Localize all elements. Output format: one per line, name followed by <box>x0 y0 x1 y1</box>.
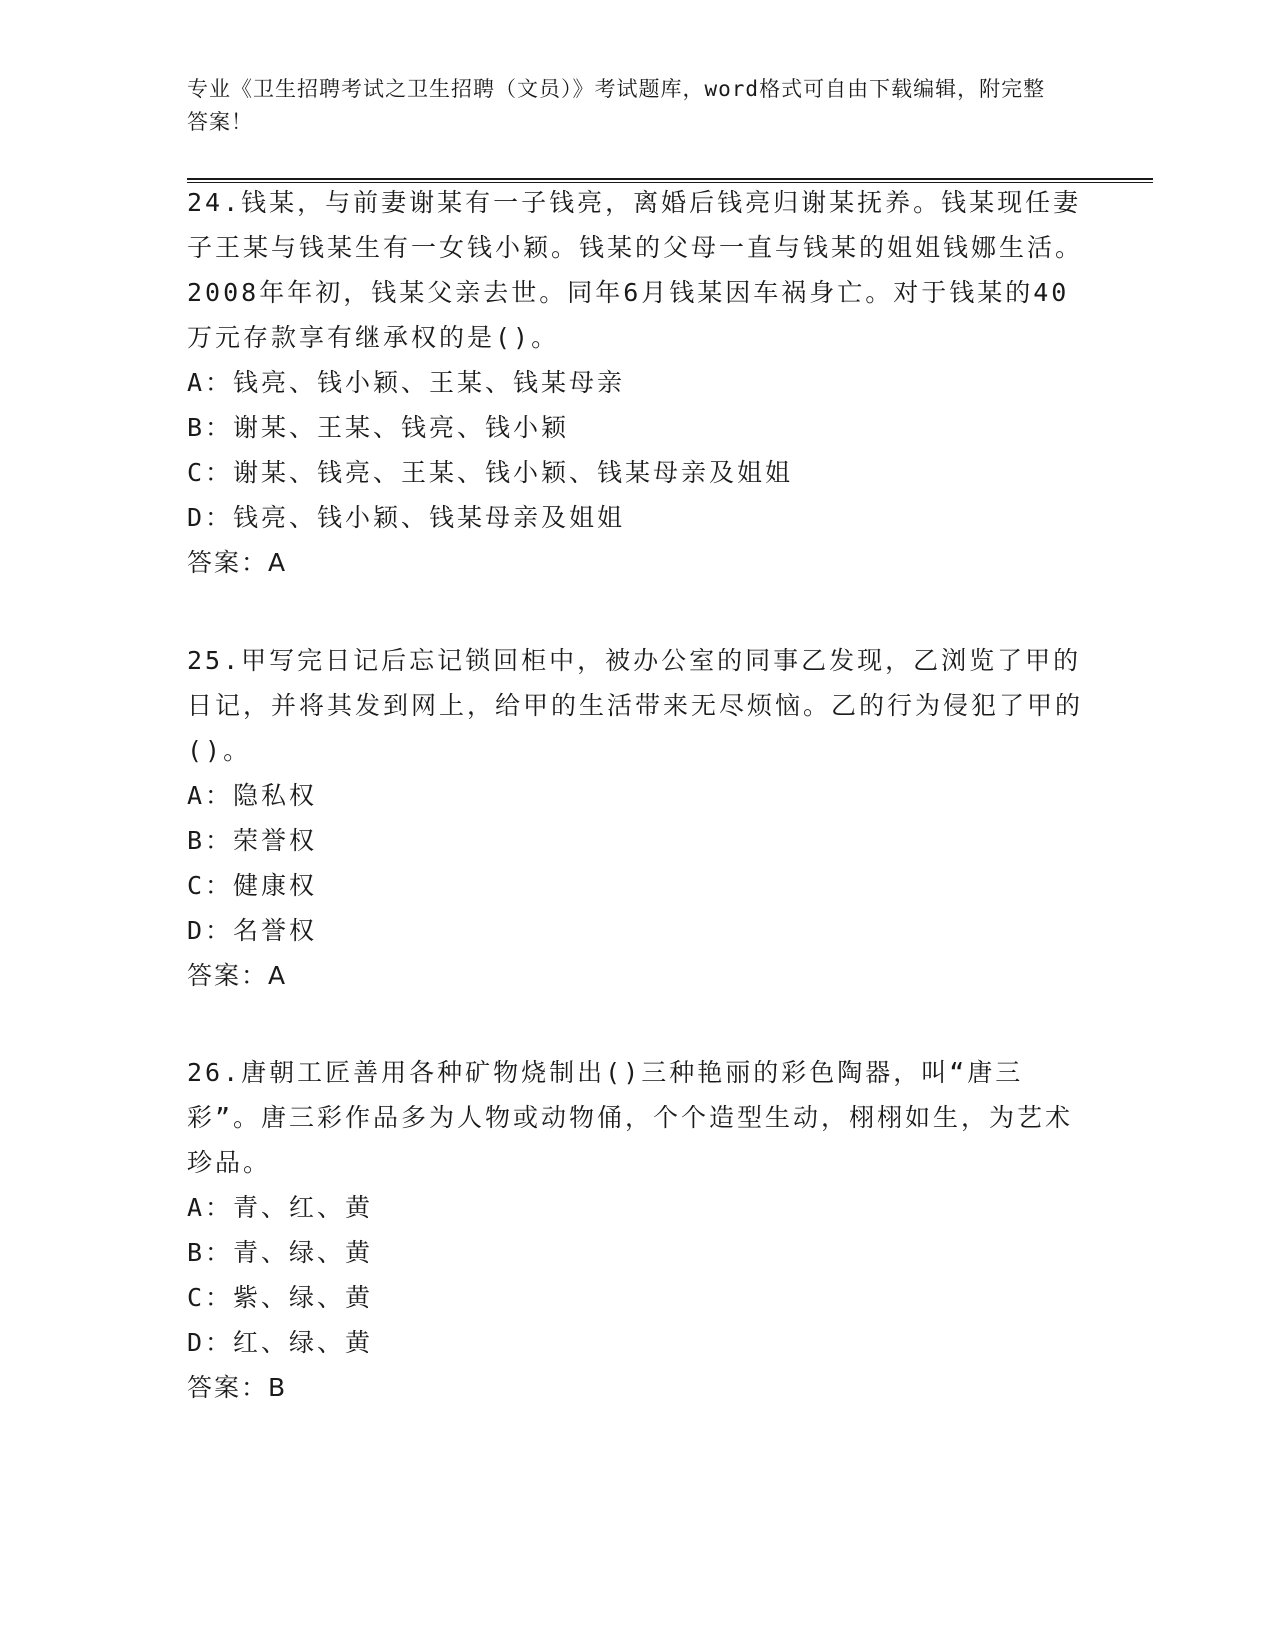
option-d: D：红、绿、黄 <box>187 1328 374 1357</box>
question-stem: 25.甲写完日记后忘记锁回柜中，被办公室的同事乙发现，乙浏览了甲的日记，并将其发到网上，给甲的生活带来无尽烦恼。乙的行为侵犯了甲的()。 <box>187 646 1084 765</box>
option-d: D：钱亮、钱小颖、钱某母亲及姐姐 <box>187 503 626 532</box>
answer: 答案：B <box>187 1373 288 1402</box>
option-a: A：青、红、黄 <box>187 1193 374 1222</box>
option-b: B：荣誉权 <box>187 826 318 855</box>
option-b: B：谢某、王某、钱亮、钱小颖 <box>187 413 570 442</box>
page-header: 专业《卫生招聘考试之卫生招聘（文员）》考试题库，word格式可自由下载编辑，附完整答案！ <box>187 77 1046 134</box>
question-26 <box>187 1050 1087 1410</box>
answer: 答案：A <box>187 548 288 577</box>
question-24 <box>187 180 1087 585</box>
question-25 <box>187 638 1087 998</box>
option-b: B：青、绿、黄 <box>187 1238 374 1267</box>
answer: 答案：A <box>187 961 288 990</box>
option-c: C：紫、绿、黄 <box>187 1283 374 1312</box>
option-c: C：健康权 <box>187 871 318 900</box>
question-stem: 24.钱某，与前妻谢某有一子钱亮，离婚后钱亮归谢某抚养。钱某现任妻子王某与钱某生有一女钱小颖。钱某的父母一直与钱某的姐姐钱娜生活。2008年年初，钱某父亲去世。同年6月钱某因车祸身亡。对于钱某的40万元存款享有继承权的是()。 <box>187 188 1084 352</box>
question-stem: 26.唐朝工匠善用各种矿物烧制出()三种艳丽的彩色陶器，叫“唐三彩”。唐三彩作品多为人物或动物俑，个个造型生动，栩栩如生，为艺术珍品。 <box>187 1058 1074 1177</box>
option-a: A：隐私权 <box>187 781 318 810</box>
option-a: A：钱亮、钱小颖、王某、钱某母亲 <box>187 368 626 397</box>
option-d: D：名誉权 <box>187 916 318 945</box>
option-c: C：谢某、钱亮、王某、钱小颖、钱某母亲及姐姐 <box>187 458 794 487</box>
